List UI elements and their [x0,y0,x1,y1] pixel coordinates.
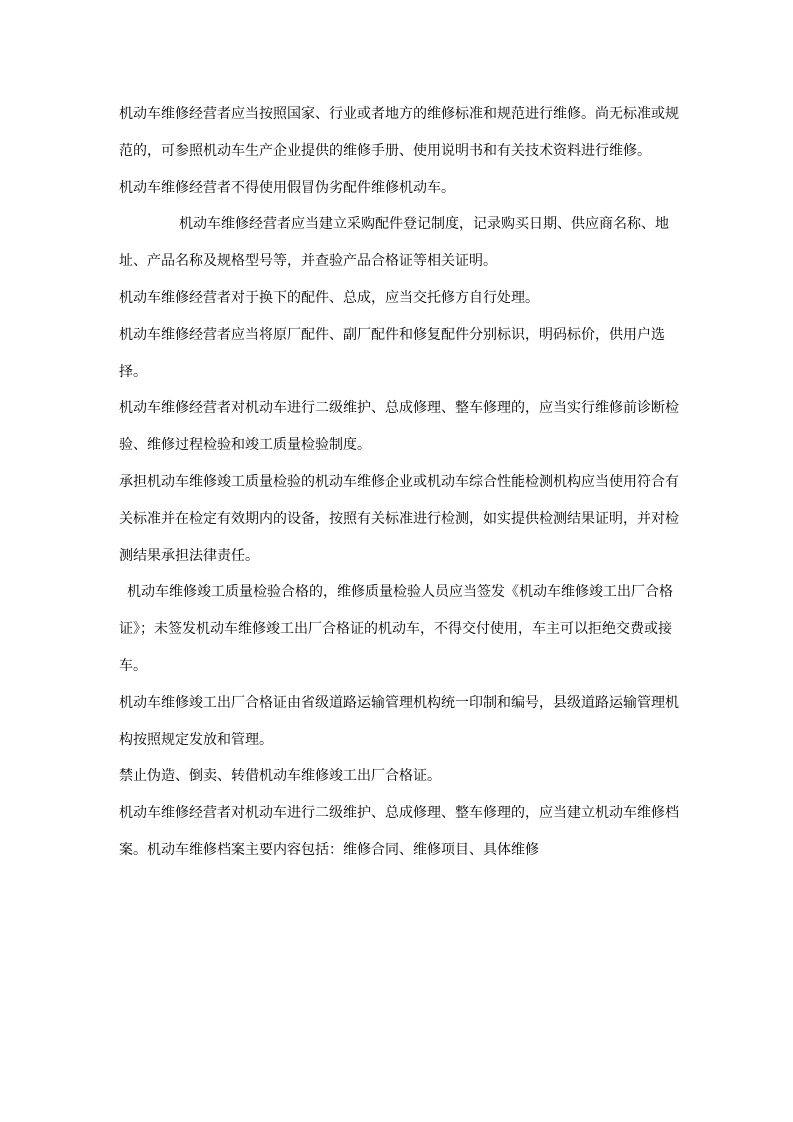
paragraph-replaced-parts: 机动车维修经营者对于换下的配件、总成，应当交托修方自行处理。 [119,289,539,306]
document-body [119,96,679,869]
paragraph-certificate-printing: 机动车维修竣工出厂合格证由省级道路运输管理机构统一印制和编号，县级道路运输管理机构按照规定发放和管理。 [119,694,679,748]
paragraph-certificate-forgery: 禁止伪造、倒卖、转借机动车维修竣工出厂合格证。 [119,768,441,785]
paragraph-parts-labeling: 机动车维修经营者应当将原厂配件、副厂配件和修复配件分别标识，明码标价，供用户选择。 [119,326,665,380]
paragraph-repair-standards: 机动车维修经营者应当按照国家、行业或者地方的维修标准和规范进行维修。尚无标准或规范的，可参照机动车生产企业提供的维修手册、使用说明书和有关技术资料进行维修。 [119,106,679,159]
paragraph-purchase-registration: 机动车维修经营者应当建立采购配件登记制度，记录购买日期、供应商名称、地址、产品名称及规格型号等，并查验产品合格证等相关证明。 [119,216,669,270]
paragraph-counterfeit-parts: 机动车维修经营者不得使用假冒伪劣配件维修机动车。 [119,179,455,196]
paragraph-inspection-system: 机动车维修经营者对机动车进行二级维护、总成修理、整车修理的，应当实行维修前诊断检验、维修过程检验和竣工质量检验制度。 [119,400,679,454]
paragraph-maintenance-records: 机动车维修经营者对机动车进行二级维护、总成修理、整车修理的，应当建立机动车维修档案。机动车维修档案主要内容包括：维修合同、维修项目、具体维修 [119,805,679,858]
paragraph-testing-institutions: 承担机动车维修竣工质量检验的机动车维修企业或机动车综合性能检测机构应当使用符合有关标准并在检定有效期内的设备，按照有关标准进行检测，如实提供检测结果证明，并对检测结果承担法律责任。 [119,473,679,564]
paragraph-completion-certificate: 机动车维修竣工质量检验合格的，维修质量检验人员应当签发《机动车维修竣工出厂合格证》；未签发机动车维修竣工出厂合格证的机动车，不得交付使用，车主可以拒绝交费或接车。 [119,584,673,674]
